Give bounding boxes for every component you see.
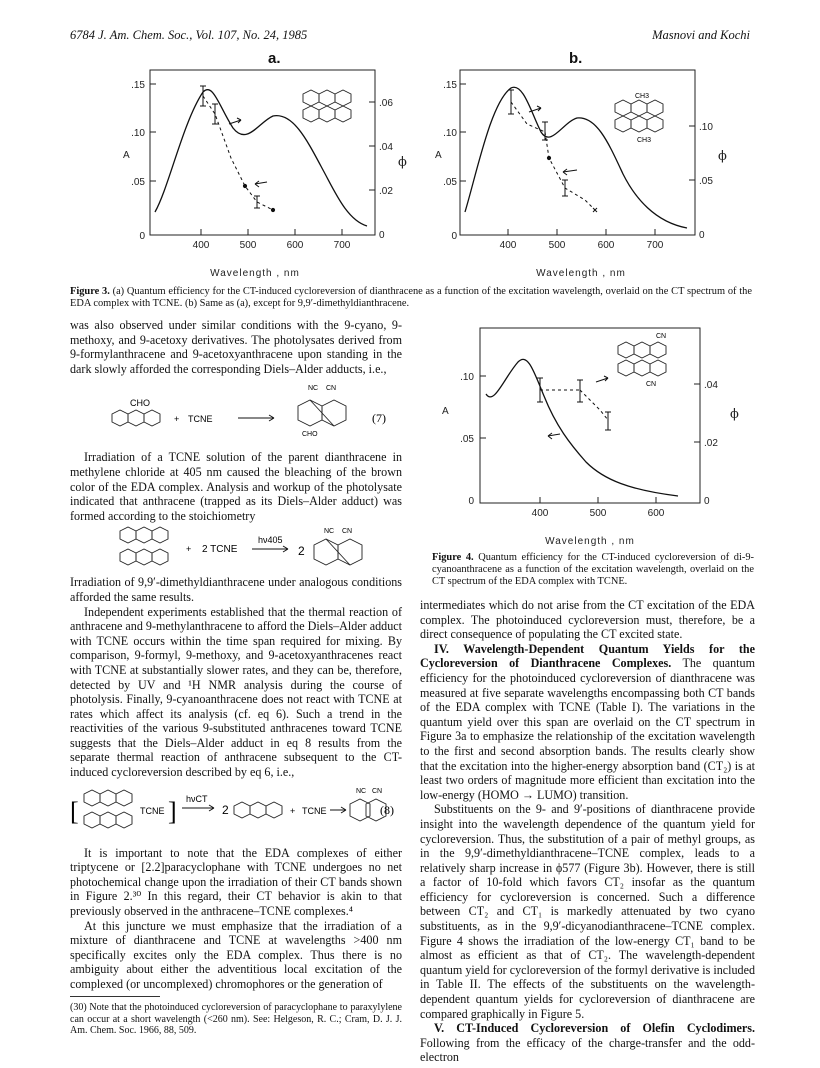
running-header-right: Masnovi and Kochi — [652, 28, 750, 42]
plus-sign: + — [186, 544, 192, 555]
right-column — [420, 598, 755, 1065]
figure3b-quantum-yield-series — [508, 90, 597, 212]
section-5-text: Following from the efficacy of the charge-transfer and the odd-electron — [420, 1035, 755, 1065]
running-header-left: 6784 J. Am. Chem. Soc., Vol. 107, No. 24, 1985 — [70, 28, 308, 42]
figure4-xtick: 500 — [589, 508, 607, 519]
equation-number: (8) — [380, 802, 394, 817]
svg-text:]: ] — [168, 796, 177, 826]
paragraph: Independent experiments established that the thermal reaction of anthracene and 9-methylanthracene to afford the Diels–Alder adduct with TCNE occurs within the time span required for mixing. By comparison, 9-formyl, 9-methoxy, and 9-acetoxyanthracenes react with TCNE at substantially slower rates, and they can be, therefore, detected by UV and ¹H NMR analysis during the course of photolysis. Finally, 9-cyanoanthracene does not react with TCNE at rates which affect its analysis (cf. eq 6). Such a trend in the reactivities of the various 9-substituted anthracenes toward TCNE suggests that the Diels–Alder adduct in eq 8 results from the separate thermal reaction of anthracene subsequent to the CT-induced cycloreversion described by eq 6, i.e., — [70, 604, 402, 780]
stoichiometry-equation — [70, 523, 402, 575]
figure3a-xtick: 700 — [333, 240, 351, 251]
formylanthracene-structure-icon — [112, 410, 160, 426]
dimethyldianthracene-structure-icon — [615, 100, 663, 132]
equation-number: (7) — [372, 411, 386, 426]
figure4-ytick-right: .02 — [704, 438, 718, 449]
cn-label: CN — [342, 528, 353, 536]
cn-label: CN — [656, 333, 667, 340]
figure3b-xtick: 500 — [548, 240, 566, 251]
figure3b-left-axis-letter: A — [435, 150, 442, 161]
figure3-caption — [70, 286, 752, 310]
section-4-heading: IV. Wavelength-Dependent Quantum Yields for the Cycloreversion of Dianthracene Complexes. — [420, 641, 755, 671]
figure3b-ytick-left: .15 — [443, 80, 457, 91]
figure4-right-axis-letter: ϕ — [730, 407, 739, 422]
figure3a-ytick-right: 0 — [379, 230, 385, 241]
section-4-text: The quantum efficiency for the photoinduced cycloreversion of dianthracene was measured at five separate wavelengths encompassing both CT bands of the EDA complex with TCNE (Table I). The variations in the quantum yield over this span are overlaid on the CT spectrum in Figure 3a to emphasize the relationship of the excitation wavelength to the first and second absorption bands. The results clearly show that the excitation into the higher-energy absorption band (CT₂) is at least two orders of magnitude more efficient than excitation into the low-energy (HOMO → LUMO) transition. — [420, 656, 755, 802]
figure3b-xtick: 600 — [597, 240, 615, 251]
nc-label: NC — [324, 528, 335, 536]
figure3-caption-text: (a) Quantum efficiency for the CT-induced cycloreversion of dianthracene as a function of the excitation wavelength, overlaid on the CT spectrum of the EDA complex with TCNE. (b) Same as (a), except for 9,9′-dimethyldianthracene. — [70, 286, 752, 310]
svg-text:[: [ — [70, 796, 79, 826]
coefficient: 2 — [298, 544, 305, 559]
figure4-caption-label: Figure 4. — [432, 552, 474, 563]
figure3b-right-axis-letter: ϕ — [718, 149, 727, 164]
footnote-30: (30) Note that the photoinduced cycloreversion of paracyclophane to paraxylylene can occur at a short wavelength (<260 nm). See: Helgeson, R. C.; Cram, D. J. J. Am. Chem. Soc. 1966, 88, 509. — [70, 1002, 402, 1037]
plus-sign: + — [174, 414, 180, 425]
equation-7 — [70, 376, 402, 450]
figure4-ytick-left: .10 — [460, 372, 474, 383]
nc-label: NC — [356, 787, 367, 795]
dicyanodianthracene-structure-icon — [618, 342, 666, 376]
paragraph: intermediates which do not arise from the CT excitation of the EDA complex. The photoinduced cycloreversion must, therefore, be a direct consequence of populating the CT excited state. — [420, 598, 755, 642]
figure3a-ytick-right: .06 — [379, 98, 393, 109]
figure3b-xtick: 700 — [646, 240, 664, 251]
figure3a-xtick: 400 — [192, 240, 210, 251]
figure3a-ytick-left: .15 — [131, 80, 145, 91]
figure3-caption-label: Figure 3. — [70, 286, 110, 297]
methyl-label: CH3 — [635, 93, 650, 100]
cn-label: CN — [646, 381, 657, 388]
figure3b-ytick-left: 0 — [451, 231, 457, 242]
hv-label: hνCT — [186, 793, 208, 804]
figure3a-ytick-right: .04 — [379, 142, 393, 153]
equation-8 — [70, 780, 402, 846]
paragraph: Substituents on the 9- and 9′-positions of dianthracene provide insight into the wavelength dependence of the quantum yield for cycloreversion. Thus, the substitution of a pair of methyl groups, as in the 9,9′-dimethyldianthracene–TCNE complex, leads to a relatively sharp increase in ϕ577 (Figure 3b). However, there is still a factor of 10-fold which favors CT₂ insofar as the quantum efficiency for cycloreversion is concerned. Such a difference between CT₂ and CT₁ is markedly attenuated by two cyano substituents, as in the 9,9′-dicyanodianthracene–TCNE complex. Figure 4 shows the irradiation of the low-energy CT₁ band to be almost as efficient as that of CT₂. The wavelength-dependent quantum yield for cycloreversion of the formyl derivative is included in Table II. The effects of the substituents on the wavelength-dependent quantum yields for cycloreversion of dianthracene are compared graphically in Figure 5. — [420, 802, 755, 1021]
figure3a-plot — [95, 62, 425, 292]
figure4-ytick-left: .05 — [460, 434, 474, 445]
figure3a-ytick-left: .10 — [131, 128, 145, 139]
figure3a-ytick-right: .02 — [379, 186, 393, 197]
figure3b-xtick: 400 — [499, 240, 517, 251]
cho-label: CHO — [302, 431, 318, 439]
section-5-heading: V. CT-Induced Cycloreversion of Olefin Cyclodimers. — [434, 1021, 755, 1036]
nc-label: NC — [308, 385, 319, 393]
figure4-caption-text: Quantum efficiency for the CT-induced cycloreversion of di-9-cyanoanthracene as a function of the excitation wavelength, overlaid on the CT spectrum of the EDA complex with TCNE. — [432, 552, 754, 588]
dianthracene-structure-icon — [303, 90, 351, 122]
section-5-paragraph — [420, 1021, 755, 1065]
methyl-label: CH3 — [637, 137, 652, 144]
figure3b-ytick-right: .10 — [699, 122, 713, 133]
figure3b-plot — [415, 62, 745, 292]
figure4-ytick-right: .04 — [704, 380, 718, 391]
figure3a-ytick-left: 0 — [139, 231, 145, 242]
reagent-tcne: 2 TCNE — [202, 544, 238, 556]
paragraph: Irradiation of 9,9′-dimethyldianthracene under analogous conditions afforded the same results. — [70, 575, 402, 604]
cn-label: CN — [326, 385, 337, 393]
figure3b-ytick-left: .05 — [443, 177, 457, 188]
figure3b-label: b. — [569, 50, 583, 67]
figure4-ytick-left: 0 — [468, 496, 474, 507]
cn-label: CN — [372, 787, 383, 795]
reagent-tcne: TCNE — [302, 805, 327, 816]
figure4-plot — [420, 318, 755, 556]
coefficient: 2 — [222, 802, 229, 817]
figure4-xtick: 400 — [531, 508, 549, 519]
figure3a-xtick: 600 — [286, 240, 304, 251]
figure3b-xlabel: Wavelength , nm — [536, 268, 626, 279]
figure4-caption — [432, 552, 754, 589]
footnote-rule — [70, 996, 160, 997]
reagent-tcne: TCNE — [188, 414, 213, 425]
figure3a-ytick-left: .05 — [131, 177, 145, 188]
figure3a-xtick: 500 — [239, 240, 257, 251]
plus-sign: + — [290, 805, 296, 816]
anthracene-structure-icon — [234, 802, 282, 818]
paragraph: It is important to note that the EDA complexes of either triptycene or [2.2]paracyclophane with TCNE undergoes no net photochemical change upon the irradiation of their CT bands shown in Figure 2.³⁰ In this regard, their CT behavior is akin to that previously observed in the anthracene–TCNE complexes.⁴ — [70, 845, 402, 919]
figure3a-quantum-yield-series — [200, 86, 275, 212]
figure3a-label: a. — [268, 50, 281, 67]
dianthracene-structure-icon — [84, 790, 132, 828]
section-4-paragraph — [420, 642, 755, 803]
anthracene-tcne-adduct-icon — [314, 539, 362, 565]
reagent-tcne: TCNE — [140, 805, 165, 816]
paragraph: At this juncture we must emphasize that the irradiation of a mixture of dianthracene and TCNE at wavelengths >400 nm specifically excites only the EDA complex. Thus there is no ambiguity about either the adventitious local excitation of the complexed (or uncomplexed) chromophores or the generation of — [70, 918, 402, 991]
dianthracene-structure-icon — [120, 527, 168, 565]
paragraph: Irradiation of a TCNE solution of the parent dianthracene in methylene chloride at 405 nm caused the bleaching of the brown color of the EDA complex. Analysis and workup of the photolysate indicated that anthracene (trapped as its Diels–Alder adduct) was formed according to the stoichiometry — [70, 450, 402, 523]
figure3a-left-axis-letter: A — [123, 150, 130, 161]
figure4-quantum-yield-series — [537, 376, 611, 439]
figure3b-ytick-right: .05 — [699, 176, 713, 187]
left-column — [70, 318, 402, 992]
figure3a-xlabel: Wavelength , nm — [210, 268, 300, 279]
figure4-xlabel: Wavelength , nm — [545, 536, 635, 547]
paragraph: was also observed under similar conditions with the 9-cyano, 9-methoxy, and 9-acetoxy derivatives. The photolysates derived from 9-formylanthracene and 9-acetoxyanthracene upon standing in the dark slowly afforded the corresponding Diels–Alder adducts, i.e., — [70, 318, 402, 376]
cho-label: CHO — [130, 398, 150, 409]
hv-label: hν405 — [258, 535, 283, 546]
figure3b-absorption-curve — [465, 87, 687, 228]
figure3b-ytick-left: .10 — [443, 128, 457, 139]
figure3b-ytick-right: 0 — [699, 230, 705, 241]
figure4-left-axis-letter: A — [442, 406, 449, 417]
diels-alder-adduct-icon — [298, 400, 346, 426]
figure4-xtick: 600 — [647, 508, 665, 519]
figure3a-right-axis-letter: ϕ — [398, 155, 407, 170]
figure4-ytick-right: 0 — [704, 496, 710, 507]
